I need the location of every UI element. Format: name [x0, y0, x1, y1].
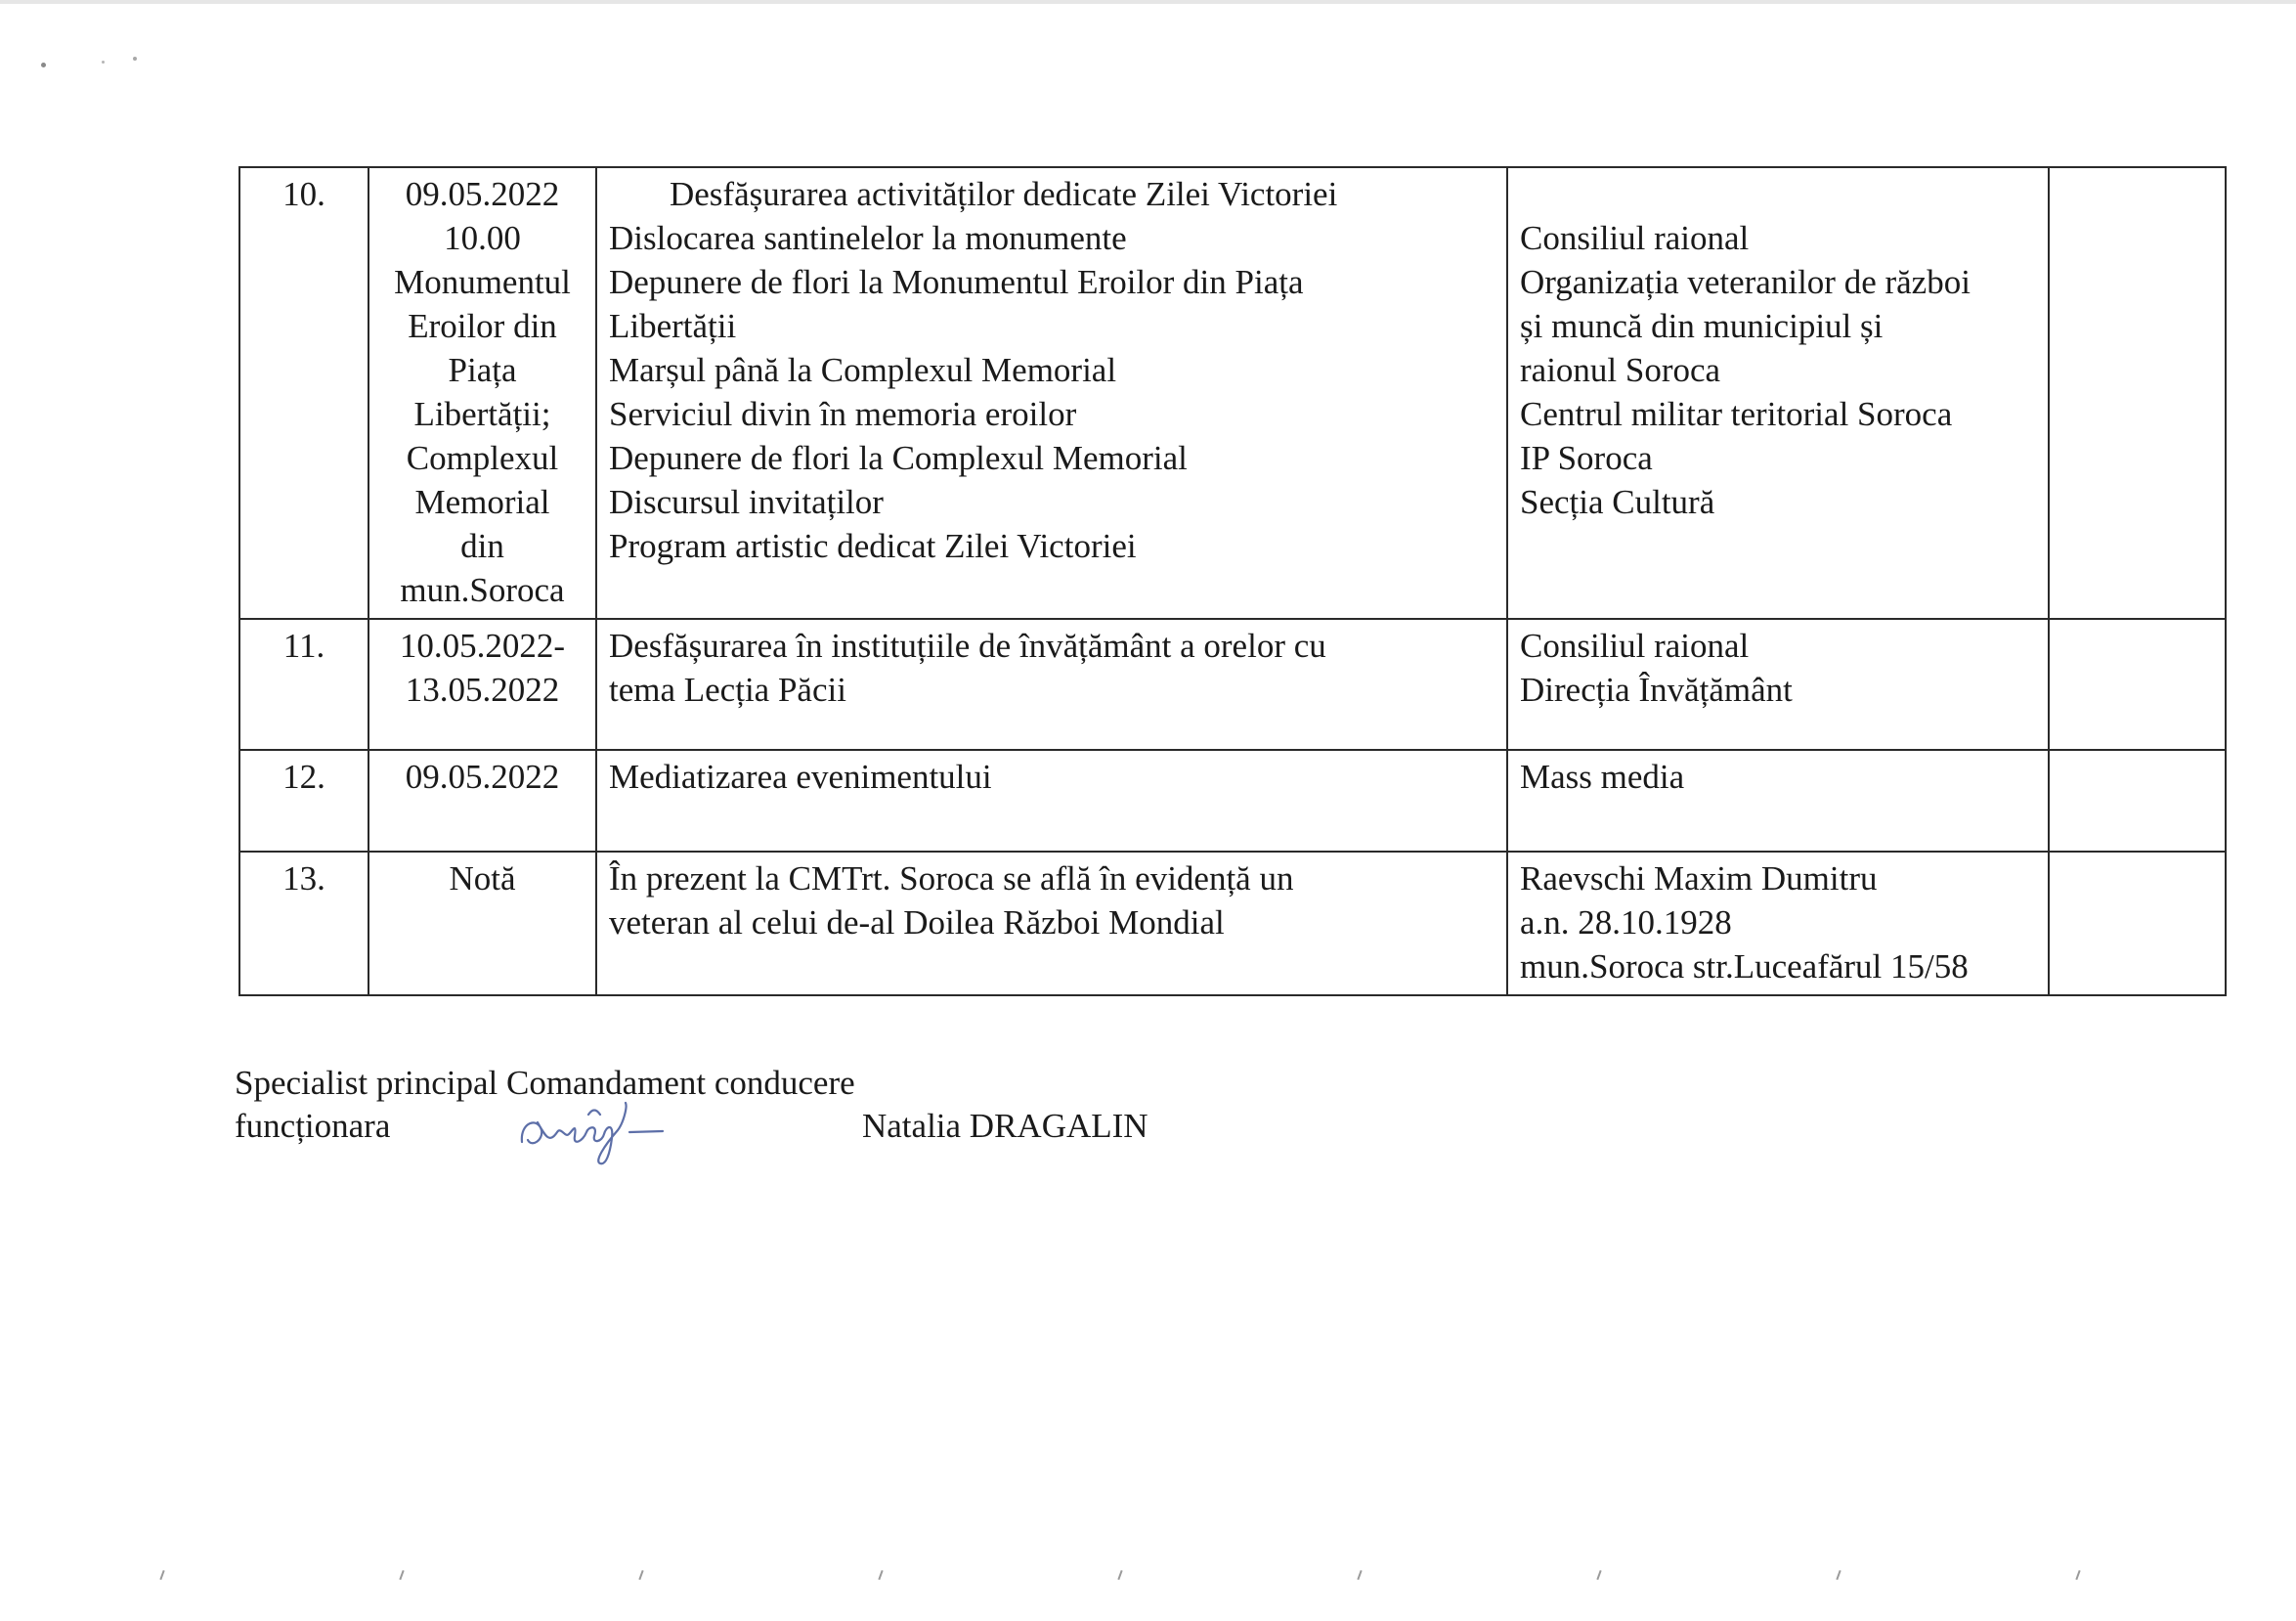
scan-mark: [638, 1570, 643, 1580]
scan-mark: [399, 1570, 404, 1580]
note-cell: [2049, 750, 2226, 852]
table-row: [239, 167, 2226, 619]
date-location-cell: 09.05.2022: [368, 750, 596, 852]
events-table: [238, 166, 2227, 996]
row-number: 12.: [239, 750, 368, 852]
scan-mark: [1117, 1570, 1122, 1580]
scan-mark: [2075, 1570, 2080, 1580]
scan-mark: [1836, 1570, 1841, 1580]
scan-speck: [102, 61, 105, 64]
table-row: [239, 619, 2226, 750]
note-cell: [2049, 167, 2226, 619]
table-row: [239, 750, 2226, 852]
table-row: [239, 852, 2226, 995]
activity-cell: Desfășurarea în instituțiile de învățământ a orelor cu tema Lecția Păcii: [596, 619, 1507, 750]
scan-speck: [133, 57, 137, 61]
date-location-cell: 09.05.2022 10.00 Monumentul Eroilor din Piața Libertății; Complexul Memorial din mun.Soroca: [368, 167, 596, 619]
scan-mark: [1357, 1570, 1362, 1580]
signatory-name: Natalia DRAGALIN: [862, 1107, 1148, 1145]
scan-top-edge: [0, 0, 2296, 4]
date-location-cell: Notă: [368, 852, 596, 995]
activity-cell: Mediatizarea evenimentului: [596, 750, 1507, 852]
responsible-cell: Raevschi Maxim Dumitru a.n. 28.10.1928 mun.Soroca str.Luceafărul 15/58: [1507, 852, 2049, 995]
row-number: 11.: [239, 619, 368, 750]
scan-mark: [878, 1570, 883, 1580]
scan-mark: [159, 1570, 164, 1580]
row-number: 10.: [239, 167, 368, 619]
handwritten-signature: [516, 1093, 672, 1171]
responsible-cell: Consiliul raional Organizația veteranilor de război și muncă din municipiul și raionul Soroca Centrul militar teritorial Soroca IP Soroca Secția Cultură: [1507, 167, 2049, 619]
date-location-cell: 10.05.2022- 13.05.2022: [368, 619, 596, 750]
signatory-role: Specialist principal Comandament conducere: [235, 1064, 855, 1102]
responsible-cell: Consiliul raional Direcția Învățământ: [1507, 619, 2049, 750]
activity-cell: În prezent la CMTrt. Soroca se află în evidență un veteran al celui de-al Doilea Război Mondial: [596, 852, 1507, 995]
scan-mark: [1596, 1570, 1601, 1580]
activity-cell: Desfășurarea activităților dedicate Zilei Victoriei Dislocarea santinelelor la monumente Depunere de flori la Monumentul Eroilor din Piața Libertății Marșul până la Complexul Memorial Serviciul divin în memoria eroilor Depunere de flori la Complexul Memorial Discursul invitaților Program artistic dedicat Zilei Victoriei: [596, 167, 1507, 619]
responsible-cell: Mass media: [1507, 750, 2049, 852]
row-number: 13.: [239, 852, 368, 995]
note-cell: [2049, 619, 2226, 750]
scan-speck: [41, 63, 46, 67]
note-cell: [2049, 852, 2226, 995]
signatory-title: funcționara: [235, 1107, 391, 1145]
